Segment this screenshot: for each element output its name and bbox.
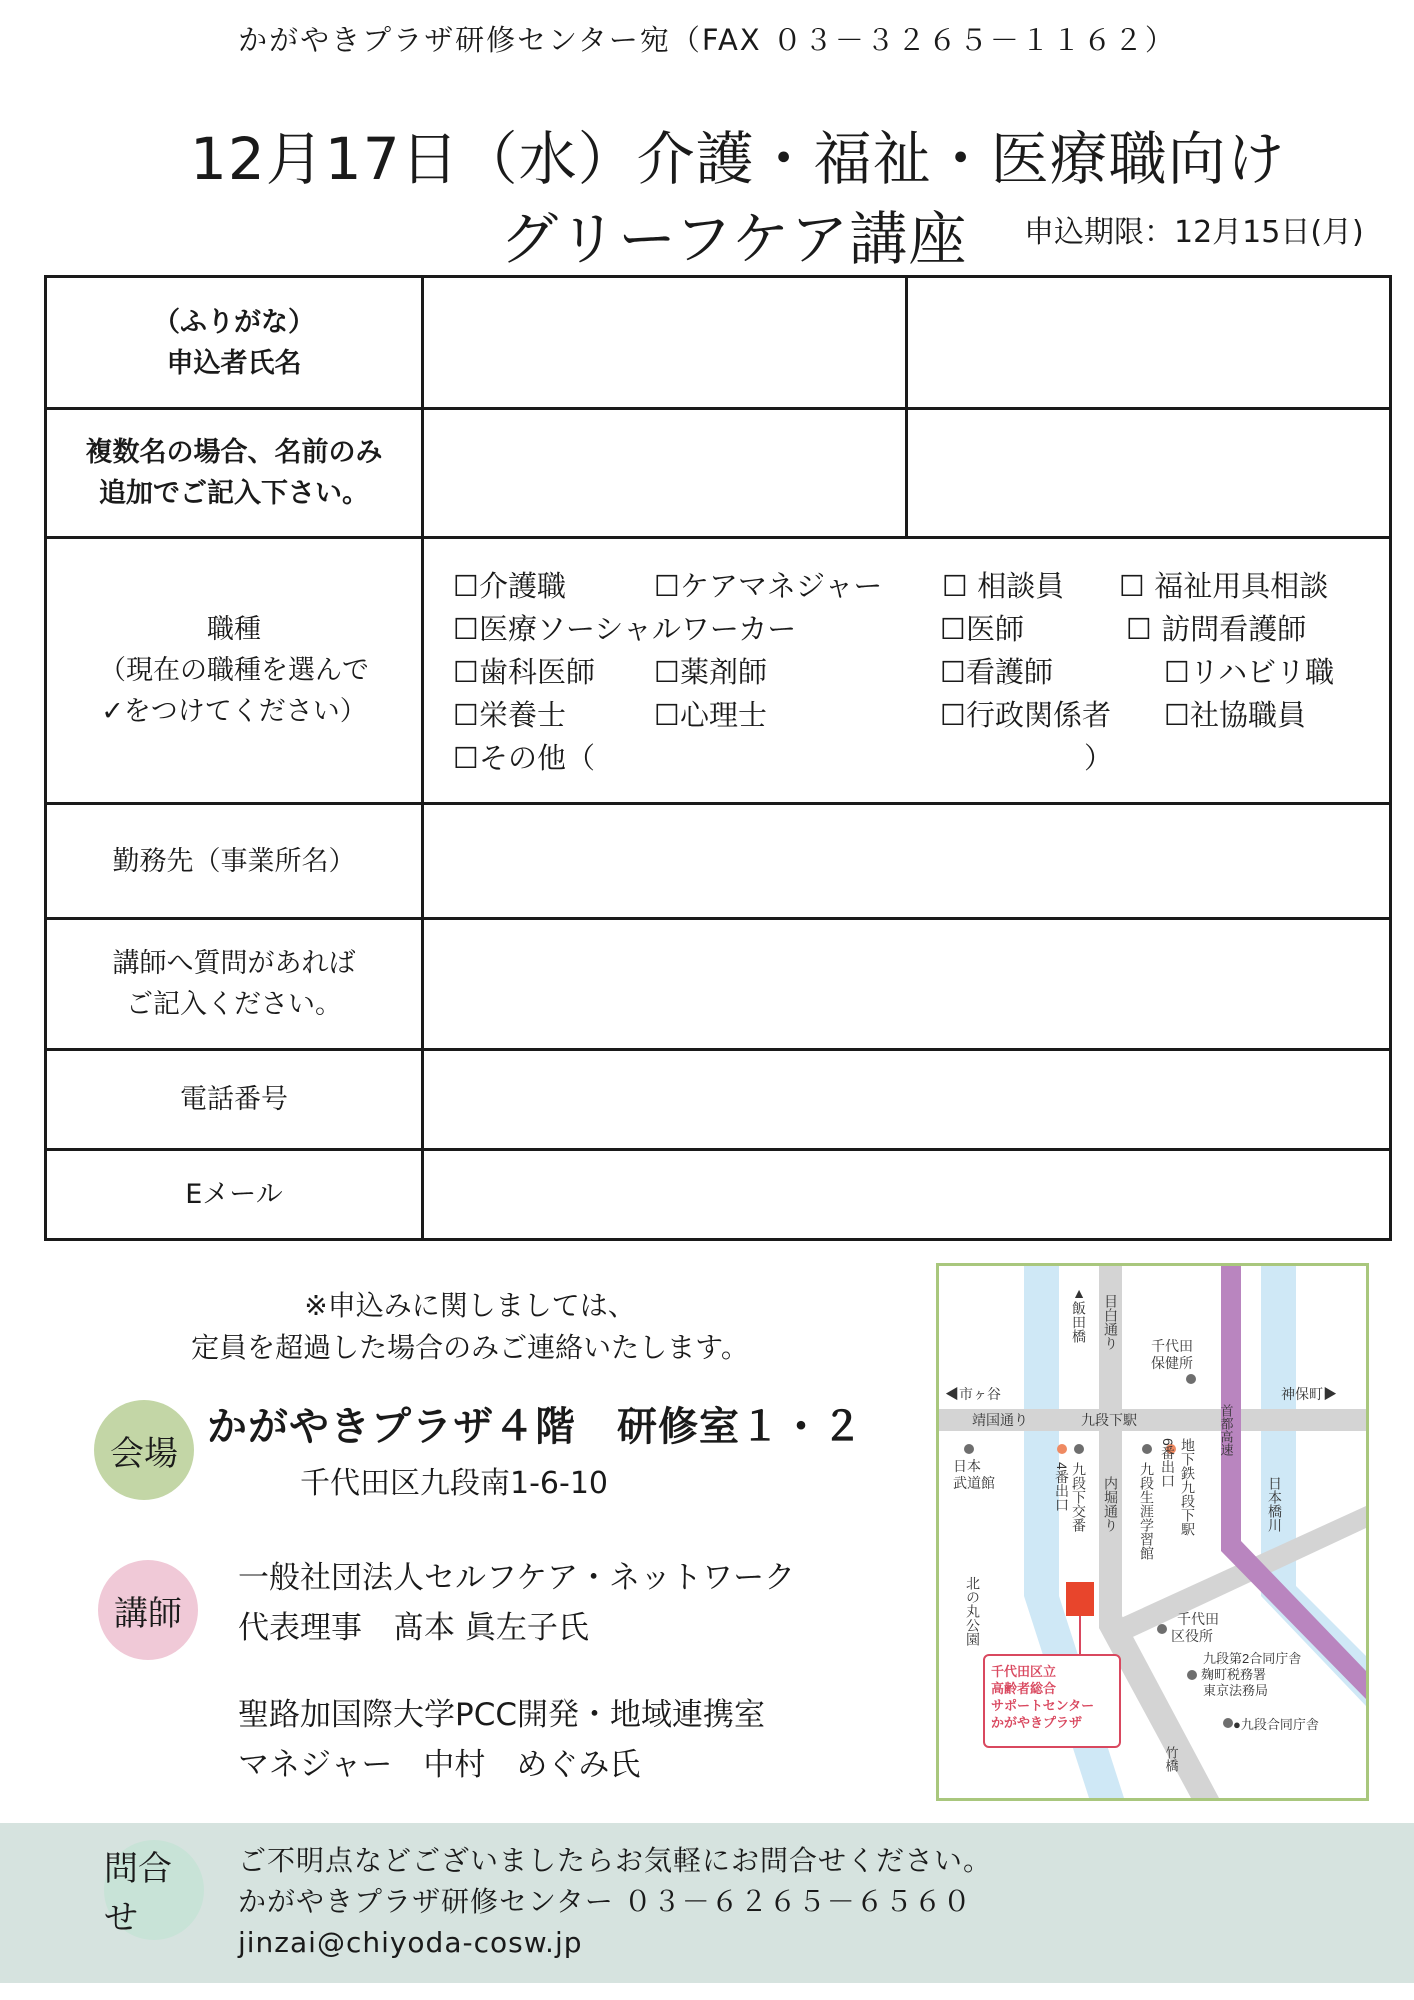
label-facility-1: 千代田区立 [991,1664,1057,1679]
email-label: Eメール [46,1150,423,1240]
checkbox-counselor[interactable]: ☐ 相談員 [942,569,1065,603]
checkbox-care-manager[interactable]: ☐ケアマネジャー [654,569,883,603]
label-hokenjo-2: 保健所 [1151,1355,1193,1371]
label-budokan-1: 日本 [953,1458,981,1474]
phone-row [46,1050,1391,1150]
contact-info: ご不明点などございましたらお気軽にお問合せください。 かがやきプラザ研修センター ０３－６２６５－６５６０ jinzai@chiyoda-cosw.jp [238,1840,992,1963]
instructor-2: 聖路加国際大学PCC開発・地域連携室 マネジャー 中村 めぐみ氏 [238,1697,765,1783]
label-shogai: 九段生涯学習館 [1139,1462,1155,1560]
question-row [46,919,1391,1050]
additional-name-input-1[interactable] [424,410,905,536]
workplace-input[interactable] [423,804,1391,919]
facility-marker [1066,1582,1094,1616]
label-kudan-godo: ●九段合同庁舎 [1233,1717,1319,1732]
fax-destination: かがやきプラザ研修センター宛（FAX ０３－３２６５－１１６２） [238,23,1176,57]
checkbox-dietitian[interactable]: ☐栄養士 [453,698,566,732]
label-nihonbashi-river: 日本橋川 [1267,1476,1283,1532]
checkbox-psychologist[interactable]: ☐心理士 [654,698,767,732]
email-input[interactable] [423,1150,1391,1240]
label-kudanshita-eki: 九段下駅 [1081,1412,1137,1428]
checkbox-social-welfare-council[interactable]: ☐社協職員 [1164,698,1306,732]
checkbox-medical-social-worker[interactable]: ☐医療ソーシャルワーカー [453,612,797,646]
workplace-label: 勤務先（事業所名） [46,804,423,919]
instructor-badge: 講師 [98,1560,198,1660]
label-hokenjo-1: 千代田 [1151,1338,1193,1354]
workplace-row [46,804,1391,919]
phone-input[interactable] [423,1050,1391,1150]
multiple-names-label: 複数名の場合、名前のみ 追加でご記入下さい。 [46,409,423,538]
name-row [46,277,1391,409]
checkbox-pharmacist[interactable]: ☐薬剤師 [654,655,767,689]
email-row [46,1150,1391,1240]
question-input[interactable] [423,919,1391,1050]
venue-badge: 会場 [94,1400,194,1500]
question-label: 講師へ質問があれば ご記入ください。 [46,919,423,1050]
occupation-options [423,538,1391,804]
checkbox-rehabilitation[interactable]: ☐リハビリ職 [1164,655,1335,689]
label-facility-3: サポートセンター [991,1698,1095,1713]
venue-name: かがやきプラザ４階 研修室１・２ [207,1404,863,1450]
occupation-row [46,538,1391,804]
additional-name-input-2[interactable] [905,410,1389,536]
label-kojimachi: 麹町税務署 [1201,1667,1267,1682]
application-note: ※申込みに関しましては、 定員を超過した場合のみご連絡いたします。 [191,1289,749,1364]
checkbox-government[interactable]: ☐行政関係者 [940,698,1111,732]
checkbox-welfare-equipment[interactable]: ☐ 福祉用具相談 [1119,569,1329,603]
contact-email[interactable]: jinzai@chiyoda-cosw.jp [238,1926,583,1959]
name-input-1[interactable] [424,278,905,407]
label-ward-office-2: 区役所 [1171,1628,1213,1644]
occupation-label: 職種 （現在の職種を選んで ✓をつけてください） [46,538,423,804]
label-yasukuni-dori: 靖国通り [972,1412,1028,1428]
label-homukyoku: 東京法務局 [1203,1683,1269,1698]
label-kitanomaru: 北の丸公園 [965,1576,981,1646]
venue-map [936,1263,1369,1801]
label-subway-station: 地下鉄九段下駅 [1180,1438,1196,1536]
checkbox-care-worker[interactable]: ☐介護職 [453,569,566,603]
multiple-names-row [46,409,1391,538]
label-budokan-2: 武道館 [953,1475,995,1491]
label-ward-office-1: 千代田 [1177,1611,1219,1627]
label-facility-4: かがやきプラザ [991,1715,1083,1730]
map-svg [939,1266,1366,1798]
checkbox-other[interactable]: ☐その他（ [453,741,595,775]
label-jimbocho: 神保町▶ [1281,1386,1337,1402]
label-takebashi: 竹橋 [1163,1746,1179,1772]
application-deadline: 申込期限：12月15日(月) [1024,215,1364,250]
venue-address: 千代田区九段南1-6-10 [300,1466,608,1501]
phone-label: 電話番号 [46,1050,423,1150]
label-iidabashi: ▲飯田橋 [1071,1285,1087,1343]
label-exit4: 4番出口 [1054,1462,1070,1512]
label-uchibori-dori: 内堀通り [1103,1476,1119,1532]
label-koban: 九段下交番 [1071,1462,1087,1532]
multiple-names-field [423,409,1391,538]
checkbox-visiting-nurse[interactable]: ☐ 訪問看護師 [1126,612,1307,646]
application-form [44,275,1392,1241]
label-ichigaya: ◀市ヶ谷 [945,1386,1001,1402]
name-input-2[interactable] [905,278,1389,407]
checkbox-nurse[interactable]: ☐看護師 [940,655,1053,689]
name-label: （ふりがな） 申込者氏名 [46,277,423,409]
label-godo-chosha-2: 九段第2合同庁舎 [1203,1651,1302,1666]
name-field [423,277,1391,409]
label-exit6: 6番出口 [1160,1438,1176,1488]
checkbox-dentist[interactable]: ☐歯科医師 [453,655,595,689]
page-title-line1: 12月17日（水）介護・福祉・医療職向け [190,125,1286,193]
label-mejiro-dori: 目白通り [1103,1294,1119,1350]
label-shuto-kosoku: 首都高速 [1218,1404,1234,1456]
page-title-line2: グリーフケア講座 [500,205,968,273]
contact-badge: 問合せ [104,1840,204,1940]
instructor-1: 一般社団法人セルフケア・ネットワーク 代表理事 髙本 眞左子氏 [238,1560,796,1646]
checkbox-doctor[interactable]: ☐医師 [940,612,1024,646]
label-facility-2: 高齢者総合 [991,1681,1057,1696]
other-close-paren: ） [1084,741,1114,775]
